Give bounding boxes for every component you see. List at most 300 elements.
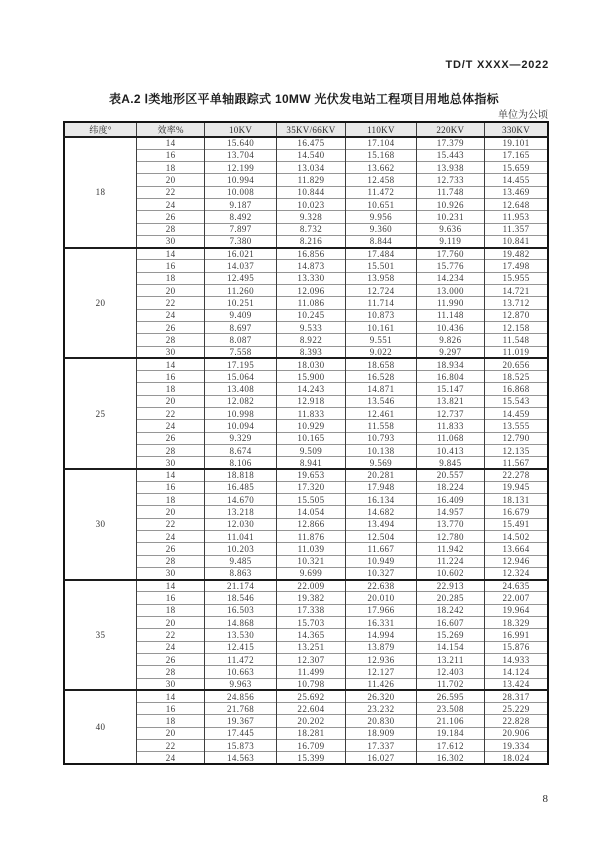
value-cell: 20.202 (276, 715, 345, 727)
value-cell: 14.540 (276, 149, 345, 161)
table-row (64, 653, 548, 665)
value-cell: 9.022 (346, 346, 416, 358)
efficiency-cell: 24 (136, 309, 204, 321)
header-row (64, 122, 548, 137)
value-cell: 12.737 (416, 408, 484, 420)
value-cell: 17.484 (346, 248, 416, 260)
value-cell: 9.329 (205, 432, 276, 444)
value-cell: 12.866 (276, 518, 345, 530)
efficiency-cell: 18 (136, 162, 204, 174)
efficiency-cell: 18 (136, 604, 204, 616)
efficiency-cell: 20 (136, 395, 204, 407)
efficiency-cell: 20 (136, 727, 204, 739)
value-cell: 11.833 (416, 420, 484, 432)
table-row (64, 629, 548, 641)
value-cell: 16.679 (485, 506, 548, 518)
efficiency-cell: 20 (136, 174, 204, 186)
value-cell: 22.638 (346, 580, 416, 592)
value-cell: 23.232 (346, 703, 416, 715)
value-cell: 12.733 (416, 174, 484, 186)
value-cell: 14.933 (485, 653, 548, 665)
value-cell: 13.712 (485, 297, 548, 309)
value-cell: 12.495 (205, 272, 276, 284)
value-cell: 17.165 (485, 149, 548, 161)
value-cell: 15.168 (346, 149, 416, 161)
value-cell: 11.567 (485, 457, 548, 469)
table-row (64, 727, 548, 739)
efficiency-cell: 22 (136, 186, 204, 198)
value-cell: 14.670 (205, 494, 276, 506)
value-cell: 9.956 (346, 211, 416, 223)
value-cell: 15.640 (205, 137, 276, 149)
efficiency-cell: 28 (136, 666, 204, 678)
table-title: 表A.2 Ⅰ类地形区平单轴跟踪式 10MW 光伏发电站工程项目用地总体指标 (109, 92, 499, 106)
value-cell: 15.491 (485, 518, 548, 530)
efficiency-cell: 16 (136, 149, 204, 161)
value-cell: 13.555 (485, 420, 548, 432)
value-cell: 20.010 (346, 592, 416, 604)
efficiency-cell: 26 (136, 321, 204, 333)
efficiency-cell: 20 (136, 285, 204, 297)
table-row (64, 715, 548, 727)
value-cell: 11.472 (205, 653, 276, 665)
value-cell: 10.165 (276, 432, 345, 444)
value-cell: 11.019 (485, 346, 548, 358)
efficiency-cell: 24 (136, 531, 204, 543)
value-cell: 12.082 (205, 395, 276, 407)
value-cell: 9.699 (276, 567, 345, 579)
value-cell: 13.530 (205, 629, 276, 641)
value-cell: 12.461 (346, 408, 416, 420)
value-cell: 12.790 (485, 432, 548, 444)
table-row (64, 346, 548, 358)
value-cell: 10.844 (276, 186, 345, 198)
value-cell: 20.830 (346, 715, 416, 727)
value-cell: 9.119 (416, 235, 484, 247)
efficiency-cell: 28 (136, 555, 204, 567)
efficiency-cell: 24 (136, 641, 204, 653)
table-row (64, 604, 548, 616)
value-cell: 19.964 (485, 604, 548, 616)
value-cell: 22.828 (485, 715, 548, 727)
value-cell: 16.607 (416, 617, 484, 629)
value-cell: 16.027 (346, 752, 416, 764)
value-cell: 9.569 (346, 457, 416, 469)
value-cell: 16.485 (205, 481, 276, 493)
value-cell: 12.158 (485, 321, 548, 333)
page-number: 8 (542, 793, 548, 805)
table-row (64, 420, 548, 432)
table-row (64, 211, 548, 223)
value-cell: 11.990 (416, 297, 484, 309)
value-cell: 8.844 (346, 235, 416, 247)
value-cell: 13.211 (416, 653, 484, 665)
value-cell: 16.856 (276, 248, 345, 260)
efficiency-cell: 16 (136, 481, 204, 493)
value-cell: 13.770 (416, 518, 484, 530)
value-cell: 17.104 (346, 137, 416, 149)
table-row (64, 481, 548, 493)
value-cell: 19.334 (485, 740, 548, 752)
value-cell: 9.328 (276, 211, 345, 223)
value-cell: 16.503 (205, 604, 276, 616)
value-cell: 20.656 (485, 358, 548, 370)
value-cell: 12.458 (346, 174, 416, 186)
value-cell: 22.913 (416, 580, 484, 592)
value-cell: 11.224 (416, 555, 484, 567)
value-cell: 11.086 (276, 297, 345, 309)
value-cell: 14.957 (416, 506, 484, 518)
value-cell: 18.329 (485, 617, 548, 629)
table-row (64, 567, 548, 579)
value-cell: 12.135 (485, 444, 548, 456)
value-cell: 15.873 (205, 740, 276, 752)
value-cell: 14.994 (346, 629, 416, 641)
table-row (64, 334, 548, 346)
value-cell: 17.498 (485, 260, 548, 272)
value-cell: 10.926 (416, 198, 484, 210)
value-cell: 12.780 (416, 531, 484, 543)
value-cell: 12.918 (276, 395, 345, 407)
value-cell: 24.635 (485, 580, 548, 592)
value-cell: 12.724 (346, 285, 416, 297)
efficiency-cell: 28 (136, 444, 204, 456)
efficiency-cell: 28 (136, 334, 204, 346)
table-row (64, 617, 548, 629)
efficiency-cell: 16 (136, 703, 204, 715)
value-cell: 8.216 (276, 235, 345, 247)
value-cell: 15.776 (416, 260, 484, 272)
value-cell: 11.667 (346, 543, 416, 555)
value-cell: 19.653 (276, 469, 345, 481)
value-cell: 14.365 (276, 629, 345, 641)
value-cell: 12.936 (346, 653, 416, 665)
value-cell: 9.636 (416, 223, 484, 235)
value-cell: 20.906 (485, 727, 548, 739)
col-header-220kv: 220KV (416, 122, 484, 137)
value-cell: 10.094 (205, 420, 276, 432)
value-cell: 8.863 (205, 567, 276, 579)
table-row (64, 383, 548, 395)
col-header-110kv: 110KV (346, 122, 416, 137)
value-cell: 9.485 (205, 555, 276, 567)
value-cell: 9.360 (346, 223, 416, 235)
value-cell: 14.563 (205, 752, 276, 764)
value-cell: 14.502 (485, 531, 548, 543)
value-cell: 18.224 (416, 481, 484, 493)
value-cell: 12.096 (276, 285, 345, 297)
table-row (64, 678, 548, 690)
value-cell: 15.703 (276, 617, 345, 629)
table-row (64, 641, 548, 653)
table-row (64, 371, 548, 383)
value-cell: 13.034 (276, 162, 345, 174)
value-cell: 8.697 (205, 321, 276, 333)
efficiency-cell: 22 (136, 518, 204, 530)
latitude-cell: 35 (64, 580, 136, 691)
value-cell: 13.330 (276, 272, 345, 284)
value-cell: 12.403 (416, 666, 484, 678)
table-row (64, 518, 548, 530)
value-cell: 10.602 (416, 567, 484, 579)
table-row (64, 752, 548, 764)
value-cell: 13.879 (346, 641, 416, 653)
value-cell: 7.897 (205, 223, 276, 235)
efficiency-cell: 20 (136, 617, 204, 629)
efficiency-cell: 22 (136, 629, 204, 641)
value-cell: 12.870 (485, 309, 548, 321)
value-cell: 11.039 (276, 543, 345, 555)
value-cell: 16.021 (205, 248, 276, 260)
efficiency-cell: 30 (136, 678, 204, 690)
value-cell: 22.604 (276, 703, 345, 715)
value-cell: 14.455 (485, 174, 548, 186)
efficiency-cell: 16 (136, 592, 204, 604)
value-cell: 17.948 (346, 481, 416, 493)
value-cell: 17.445 (205, 727, 276, 739)
efficiency-cell: 18 (136, 383, 204, 395)
table-row (64, 260, 548, 272)
value-cell: 10.327 (346, 567, 416, 579)
value-cell: 13.218 (205, 506, 276, 518)
value-cell: 18.525 (485, 371, 548, 383)
efficiency-cell: 18 (136, 272, 204, 284)
latitude-cell: 25 (64, 358, 136, 469)
value-cell: 10.413 (416, 444, 484, 456)
value-cell: 8.674 (205, 444, 276, 456)
value-cell: 12.648 (485, 198, 548, 210)
value-cell: 19.101 (485, 137, 548, 149)
efficiency-cell: 14 (136, 248, 204, 260)
value-cell: 11.472 (346, 186, 416, 198)
indicator-table-body (64, 137, 548, 764)
value-cell: 13.546 (346, 395, 416, 407)
efficiency-cell: 14 (136, 580, 204, 592)
value-cell: 13.664 (485, 543, 548, 555)
value-cell: 17.966 (346, 604, 416, 616)
value-cell: 16.475 (276, 137, 345, 149)
value-cell: 18.818 (205, 469, 276, 481)
value-cell: 10.651 (346, 198, 416, 210)
value-cell: 10.873 (346, 309, 416, 321)
table-row (64, 690, 548, 702)
latitude-cell: 20 (64, 248, 136, 359)
value-cell: 10.161 (346, 321, 416, 333)
value-cell: 11.942 (416, 543, 484, 555)
table-row (64, 494, 548, 506)
value-cell: 15.399 (276, 752, 345, 764)
latitude-cell: 40 (64, 690, 136, 764)
table-row (64, 174, 548, 186)
col-header-efficiency: 效率% (136, 122, 204, 137)
value-cell: 15.543 (485, 395, 548, 407)
value-cell: 9.533 (276, 321, 345, 333)
value-cell: 13.662 (346, 162, 416, 174)
doc-code: TD/T XXXX—2022 (445, 59, 549, 71)
value-cell: 12.415 (205, 641, 276, 653)
value-cell: 11.068 (416, 432, 484, 444)
table-row (64, 506, 548, 518)
table-row (64, 186, 548, 198)
value-cell: 9.845 (416, 457, 484, 469)
value-cell: 18.658 (346, 358, 416, 370)
value-cell: 10.023 (276, 198, 345, 210)
efficiency-cell: 18 (136, 494, 204, 506)
value-cell: 16.868 (485, 383, 548, 395)
value-cell: 18.131 (485, 494, 548, 506)
value-cell: 20.557 (416, 469, 484, 481)
table-row (64, 309, 548, 321)
value-cell: 19.482 (485, 248, 548, 260)
efficiency-cell: 24 (136, 420, 204, 432)
value-cell: 22.278 (485, 469, 548, 481)
value-cell: 11.558 (346, 420, 416, 432)
value-cell: 15.147 (416, 383, 484, 395)
table-row (64, 703, 548, 715)
table-row (64, 297, 548, 309)
value-cell: 9.187 (205, 198, 276, 210)
efficiency-cell: 16 (136, 260, 204, 272)
value-cell: 11.499 (276, 666, 345, 678)
value-cell: 10.138 (346, 444, 416, 456)
value-cell: 26.595 (416, 690, 484, 702)
value-cell: 10.008 (205, 186, 276, 198)
value-cell: 11.148 (416, 309, 484, 321)
efficiency-cell: 24 (136, 752, 204, 764)
value-cell: 11.548 (485, 334, 548, 346)
efficiency-cell: 30 (136, 567, 204, 579)
value-cell: 15.064 (205, 371, 276, 383)
table-row (64, 162, 548, 174)
value-cell: 8.922 (276, 334, 345, 346)
value-cell: 13.958 (346, 272, 416, 284)
efficiency-cell: 26 (136, 211, 204, 223)
table-row (64, 272, 548, 284)
efficiency-cell: 26 (136, 653, 204, 665)
value-cell: 19.945 (485, 481, 548, 493)
value-cell: 11.876 (276, 531, 345, 543)
value-cell: 13.938 (416, 162, 484, 174)
value-cell: 10.793 (346, 432, 416, 444)
table-row (64, 592, 548, 604)
value-cell: 8.087 (205, 334, 276, 346)
value-cell: 11.829 (276, 174, 345, 186)
value-cell: 15.955 (485, 272, 548, 284)
value-cell: 16.528 (346, 371, 416, 383)
value-cell: 14.721 (485, 285, 548, 297)
value-cell: 13.469 (485, 186, 548, 198)
value-cell: 13.424 (485, 678, 548, 690)
table-row (64, 580, 548, 592)
value-cell: 14.243 (276, 383, 345, 395)
value-cell: 15.505 (276, 494, 345, 506)
efficiency-cell: 28 (136, 223, 204, 235)
efficiency-cell: 26 (136, 432, 204, 444)
table-row (64, 531, 548, 543)
value-cell: 12.307 (276, 653, 345, 665)
value-cell: 14.459 (485, 408, 548, 420)
value-cell: 24.856 (205, 690, 276, 702)
value-cell: 10.251 (205, 297, 276, 309)
value-cell: 10.949 (346, 555, 416, 567)
table-row (64, 457, 548, 469)
latitude-cell: 18 (64, 137, 136, 248)
value-cell: 21.768 (205, 703, 276, 715)
value-cell: 16.302 (416, 752, 484, 764)
indicator-table (63, 121, 549, 765)
table-row (64, 408, 548, 420)
value-cell: 9.963 (205, 678, 276, 690)
value-cell: 18.024 (485, 752, 548, 764)
value-cell: 17.195 (205, 358, 276, 370)
value-cell: 17.379 (416, 137, 484, 149)
value-cell: 10.436 (416, 321, 484, 333)
table-row (64, 198, 548, 210)
value-cell: 10.663 (205, 666, 276, 678)
value-cell: 9.551 (346, 334, 416, 346)
value-cell: 8.732 (276, 223, 345, 235)
value-cell: 12.127 (346, 666, 416, 678)
efficiency-cell: 20 (136, 506, 204, 518)
value-cell: 20.281 (346, 469, 416, 481)
value-cell: 15.443 (416, 149, 484, 161)
col-header-latitude: 纬度° (64, 122, 136, 137)
value-cell: 19.382 (276, 592, 345, 604)
value-cell: 8.106 (205, 457, 276, 469)
value-cell: 28.317 (485, 690, 548, 702)
value-cell: 11.953 (485, 211, 548, 223)
value-cell: 8.393 (276, 346, 345, 358)
efficiency-cell: 18 (136, 715, 204, 727)
table-row (64, 444, 548, 456)
value-cell: 12.199 (205, 162, 276, 174)
value-cell: 16.409 (416, 494, 484, 506)
table-row (64, 248, 548, 260)
value-cell: 14.871 (346, 383, 416, 395)
efficiency-cell: 14 (136, 358, 204, 370)
value-cell: 17.337 (346, 740, 416, 752)
efficiency-cell: 22 (136, 408, 204, 420)
value-cell: 14.868 (205, 617, 276, 629)
value-cell: 9.409 (205, 309, 276, 321)
value-cell: 26.320 (346, 690, 416, 702)
efficiency-cell: 24 (136, 198, 204, 210)
value-cell: 14.234 (416, 272, 484, 284)
value-cell: 18.030 (276, 358, 345, 370)
table-row (64, 358, 548, 370)
value-cell: 14.682 (346, 506, 416, 518)
value-cell: 11.833 (276, 408, 345, 420)
value-cell: 14.037 (205, 260, 276, 272)
value-cell: 14.154 (416, 641, 484, 653)
value-cell: 18.934 (416, 358, 484, 370)
value-cell: 11.260 (205, 285, 276, 297)
value-cell: 18.242 (416, 604, 484, 616)
value-cell: 10.231 (416, 211, 484, 223)
value-cell: 10.998 (205, 408, 276, 420)
value-cell: 23.508 (416, 703, 484, 715)
table-row (64, 285, 548, 297)
value-cell: 17.760 (416, 248, 484, 260)
value-cell: 10.245 (276, 309, 345, 321)
value-cell: 7.380 (205, 235, 276, 247)
value-cell: 13.494 (346, 518, 416, 530)
value-cell: 18.546 (205, 592, 276, 604)
value-cell: 21.106 (416, 715, 484, 727)
value-cell: 16.331 (346, 617, 416, 629)
value-cell: 16.991 (485, 629, 548, 641)
col-header-10kv: 10KV (205, 122, 276, 137)
